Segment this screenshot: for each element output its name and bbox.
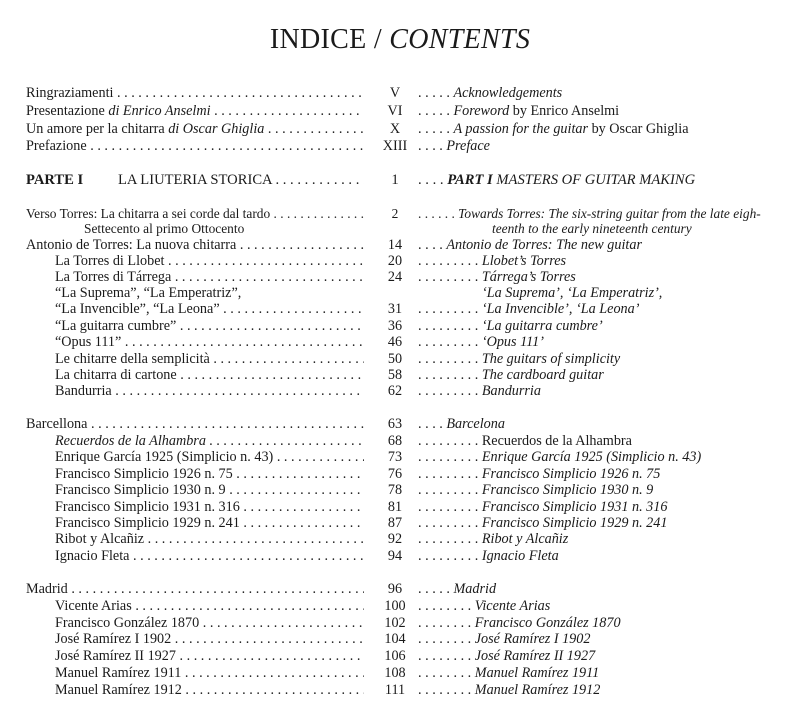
- toc-entry-italian: [26, 137, 364, 155]
- page-number: 96: [387, 581, 403, 597]
- leader-dots: . . . . . .: [418, 206, 459, 221]
- leader-dots: . . . . . . . . .: [418, 318, 482, 334]
- page-number: XIII: [382, 138, 408, 154]
- leader-dots: . . . . . . . .: [418, 631, 475, 647]
- toc-entry-italian: [55, 382, 364, 400]
- entry-text: “La guitarra cumbre”: [55, 318, 177, 334]
- page-number: 81: [387, 499, 403, 515]
- page-number: 78: [387, 482, 403, 498]
- entry-text: Ringraziamenti: [26, 85, 114, 101]
- toc-entry-italian: [55, 333, 364, 351]
- entry-text: Recuerdos de la Alhambra: [55, 433, 206, 449]
- toc-entry-english: [418, 530, 794, 548]
- toc-row: [0, 84, 800, 102]
- page-number: 2: [391, 206, 399, 221]
- toc-row: [0, 630, 800, 648]
- toc-entry-italian: [55, 547, 364, 565]
- entry-text: Francisco Simplicio 1931 n. 316: [55, 499, 240, 515]
- page-number: 94: [387, 548, 403, 564]
- entry-text-english: ‘La guitarra cumbre’: [481, 318, 603, 334]
- entry-text: “Opus 111”: [55, 334, 122, 350]
- leader-dots: . . . . . . . . .: [418, 383, 482, 399]
- leader-dots: . . . .: [418, 237, 447, 253]
- toc-entry-italian: [26, 580, 364, 598]
- entry-text: Bandurria: [55, 383, 112, 399]
- entry-text-english: Llobet’s Torres: [481, 253, 567, 269]
- page-number: 73: [387, 449, 403, 465]
- entry-text-english: Francisco González 1870: [474, 615, 621, 631]
- leader-dots: . . . . . . . . .: [418, 334, 482, 350]
- entry-text-english: Vicente Arias: [474, 598, 551, 614]
- toc-row: [0, 120, 800, 138]
- page-number: 58: [387, 367, 403, 383]
- entry-author: di Enrico Anselmi: [108, 103, 211, 119]
- leader-dots: . . . . . . . . .: [418, 482, 482, 498]
- toc-entry-english: [418, 300, 794, 318]
- leader-dots: . . . . . . . . .: [418, 548, 482, 564]
- entry-text-english: The cardboard guitar: [481, 367, 604, 383]
- toc-row: [0, 171, 800, 189]
- entry-author: di Oscar Ghiglia: [168, 121, 265, 137]
- entry-text: PARTE I: [26, 172, 84, 188]
- toc-entry-english: [418, 84, 794, 102]
- leader-dots: . . . . . . . . .: [418, 433, 482, 449]
- toc-entry-italian: [55, 681, 364, 699]
- toc-entry-english: [418, 481, 794, 499]
- entry-text: Verso Torres: La chitarra a sei corde dal tardo: [26, 206, 271, 221]
- leader-dots: . . . . . . . . .: [418, 499, 482, 515]
- title-sub: CONTENTS: [389, 24, 531, 55]
- entry-text: Madrid: [26, 581, 68, 597]
- page-number: 108: [384, 665, 406, 681]
- entry-text-english: PART I: [447, 172, 493, 188]
- toc-entry-english: [418, 647, 794, 665]
- entry-text-english: Barcelona: [446, 416, 505, 432]
- entry-text-english: Acknowledgements: [453, 85, 563, 101]
- page-number: 14: [387, 237, 403, 253]
- entry-text: Prefazione: [26, 138, 87, 154]
- toc-entry-italian: [26, 84, 364, 102]
- toc-entry-english: [418, 580, 794, 598]
- entry-text: Francisco Simplicio 1930 n. 9: [55, 482, 226, 498]
- toc-row: [0, 664, 800, 682]
- entry-text-english: Foreword: [453, 103, 510, 119]
- page-number: VI: [387, 103, 403, 119]
- toc-row: [0, 382, 800, 400]
- page-number: 92: [387, 531, 403, 547]
- leader-dots: . . . . . . . . .: [418, 367, 482, 383]
- entry-text-english: Antonio de Torres: The new guitar: [446, 237, 642, 253]
- leader-dots: . . . . . . . . .: [418, 531, 482, 547]
- toc-entry-italian: [26, 171, 116, 189]
- toc-row: [0, 530, 800, 548]
- toc-entry-italian: [55, 300, 364, 318]
- toc-entry-english: [418, 333, 794, 351]
- toc-entry-italian: [55, 481, 364, 499]
- toc-row: [0, 300, 800, 318]
- entry-text-english: Enrique García 1925 (Simplicio n. 43): [481, 449, 702, 465]
- toc-entry-english: [418, 102, 794, 120]
- entry-text-english: Ribot y Alcañiz: [481, 531, 569, 547]
- leader-dots: . . . .: [418, 172, 448, 188]
- entry-text-english: teenth to the early nineteenth century: [492, 221, 692, 236]
- leader-dots: . . . . .: [418, 103, 454, 119]
- toc-entry-italian: [55, 664, 364, 682]
- entry-text: Vicente Arias: [55, 598, 132, 614]
- toc-entry-english: [418, 664, 794, 682]
- page-number: 46: [387, 334, 403, 350]
- toc-entry-english: [418, 547, 794, 565]
- entry-text: La Torres di Llobet: [55, 253, 165, 269]
- entry-text: Barcellona: [26, 416, 88, 432]
- toc-entry-italian: [26, 102, 364, 120]
- entry-text: Manuel Ramírez 1911: [55, 665, 182, 681]
- entry-text: José Ramírez II 1927: [55, 648, 176, 664]
- entry-text: Settecento al primo Ottocento: [84, 221, 245, 236]
- section-title-italian: [118, 171, 364, 189]
- leader-dots: . . . . . . . .: [418, 598, 475, 614]
- entry-text-english: Manuel Ramírez 1911: [474, 665, 600, 681]
- entry-text-english: Preface: [446, 138, 490, 154]
- entry-text-english: Francisco Simplicio 1930 n. 9: [481, 482, 654, 498]
- entry-text-english: Towards Torres: The six-string guitar from the late eigh-: [458, 206, 761, 221]
- page-number: 20: [387, 253, 403, 269]
- page-number: 111: [384, 682, 406, 698]
- entry-text: José Ramírez I 1902: [55, 631, 172, 647]
- leader-dots: . . . . . . . .: [418, 615, 475, 631]
- entry-text-english: Francisco Simplicio 1929 n. 241: [481, 515, 668, 531]
- leader-dots: . . . . . . . . .: [418, 351, 482, 367]
- leader-dots: . . . . .: [418, 121, 454, 137]
- page-number: 106: [384, 648, 406, 664]
- page-number: 36: [387, 318, 403, 334]
- entry-text: Ignacio Fleta: [55, 548, 130, 564]
- page-number: 62: [387, 383, 403, 399]
- toc-row: [0, 547, 800, 565]
- toc-row: [0, 137, 800, 155]
- entry-text: Le chitarre della semplicità: [55, 351, 210, 367]
- toc-entry-italian: [55, 597, 364, 615]
- page-number: 100: [384, 598, 406, 614]
- leader-dots: . . . . .: [418, 581, 454, 597]
- leader-dots: . . . . . . . .: [418, 682, 475, 698]
- page-number: 50: [387, 351, 403, 367]
- entry-text-english: ‘La Suprema’, ‘La Emperatriz’,: [482, 285, 663, 301]
- leader-dots: . . . .: [418, 138, 447, 154]
- toc-entry-english: [418, 681, 794, 699]
- entry-text-english: Tárrega’s Torres: [481, 269, 576, 285]
- entry-suffix-english: by Oscar Ghiglia: [588, 121, 689, 137]
- leader-dots: . . . . . . . . .: [418, 269, 482, 285]
- toc-entry-english: [418, 120, 794, 138]
- toc-row: [0, 448, 800, 466]
- toc-entry-italian: [55, 530, 364, 548]
- page-number: 31: [387, 301, 403, 317]
- page-number: 87: [387, 515, 403, 531]
- entry-suffix-english: MASTERS OF GUITAR MAKING: [492, 172, 696, 188]
- page-number: 68: [387, 433, 403, 449]
- entry-text: Antonio de Torres: La nuova chitarra: [26, 237, 237, 253]
- entry-text-english: Recuerdos de la Alhambra: [481, 433, 632, 449]
- toc-row: [0, 647, 800, 665]
- entry-text-english: Francisco Simplicio 1926 n. 75: [481, 466, 661, 482]
- leader-dots: . . . .: [418, 416, 447, 432]
- entry-text: Francisco Simplicio 1929 n. 241: [55, 515, 240, 531]
- page-number: X: [389, 121, 401, 137]
- toc-entry-english: [418, 171, 794, 189]
- toc-entry-english: [418, 448, 794, 466]
- entry-text-english: José Ramírez II 1927: [474, 648, 596, 664]
- entry-text: Presentazione: [26, 103, 109, 119]
- toc-row: [0, 102, 800, 120]
- toc-entry-english: [418, 382, 794, 400]
- title-separator: /: [366, 24, 390, 55]
- entry-text-english: Manuel Ramírez 1912: [474, 682, 601, 698]
- page-number: 63: [387, 416, 403, 432]
- toc-row: [0, 481, 800, 499]
- toc-row: [0, 333, 800, 351]
- section-title-text: LA LIUTERIA STORICA: [118, 172, 272, 188]
- entry-text: “La Suprema”, “La Emperatriz”,: [55, 285, 242, 301]
- leader-dots: . . . . . . . . .: [418, 466, 482, 482]
- toc-row: [0, 580, 800, 598]
- entry-text-english: A passion for the guitar: [453, 121, 589, 137]
- entry-text-english: Francisco Simplicio 1931 n. 316: [481, 499, 668, 515]
- entry-text-english: Ignacio Fleta: [481, 548, 559, 564]
- entry-text-english: José Ramírez I 1902: [474, 631, 591, 647]
- toc-row: [0, 415, 800, 433]
- toc-entry-english: [418, 137, 794, 155]
- toc-entry-english: [418, 630, 794, 648]
- toc-entry-italian: [26, 120, 364, 138]
- entry-text: Manuel Ramírez 1912: [55, 682, 182, 698]
- leader-dots: . . . . . . . . .: [418, 449, 482, 465]
- entry-text: La chitarra di cartone: [55, 367, 177, 383]
- entry-text: La Torres di Tárrega: [55, 269, 172, 285]
- entry-text-english: ‘Opus 111’: [481, 334, 544, 350]
- entry-text: Enrique García 1925 (Simplicio n. 43): [55, 449, 274, 465]
- leader-dots: . . . . . . . . .: [418, 515, 482, 531]
- page-number: 102: [384, 615, 406, 631]
- page-number: 24: [387, 269, 403, 285]
- leader-dots: . . . . .: [418, 85, 454, 101]
- leader-dots: . . . . . . . . .: [418, 253, 482, 269]
- toc-row: [0, 597, 800, 615]
- toc-entry-italian: [55, 647, 364, 665]
- leader-dots: . . . . . . . .: [418, 648, 475, 664]
- title-main: INDICE: [269, 24, 367, 55]
- toc-entry-italian: [55, 630, 364, 648]
- entry-text-english: Madrid: [453, 581, 497, 597]
- page-number: 1: [391, 172, 399, 188]
- toc-entry-italian: [26, 415, 364, 433]
- entry-text: “La Invencible”, “La Leona”: [55, 301, 220, 317]
- toc-entry-english: [418, 597, 794, 615]
- entry-text-english: The guitars of simplicity: [481, 351, 621, 367]
- entry-text: Francisco González 1870: [55, 615, 200, 631]
- leader-dots: . . . . . . . . .: [418, 301, 482, 317]
- toc-entry-italian: [55, 448, 364, 466]
- toc-row: [0, 681, 800, 699]
- leader-dots: . . . . . . . .: [418, 665, 475, 681]
- entry-suffix-english: by Enrico Anselmi: [509, 103, 620, 119]
- page-number: 76: [387, 466, 403, 482]
- entry-text: Un amore per la chitarra: [26, 121, 169, 137]
- entry-text: Ribot y Alcañiz: [55, 531, 145, 547]
- toc-entry-english: [418, 415, 794, 433]
- entry-text: Francisco Simplicio 1926 n. 75: [55, 466, 233, 482]
- page-number: V: [389, 85, 401, 101]
- entry-text-english: ‘La Invencible’, ‘La Leona’: [481, 301, 640, 317]
- page-number: 104: [384, 631, 406, 647]
- entry-text-english: Bandurria: [481, 383, 541, 399]
